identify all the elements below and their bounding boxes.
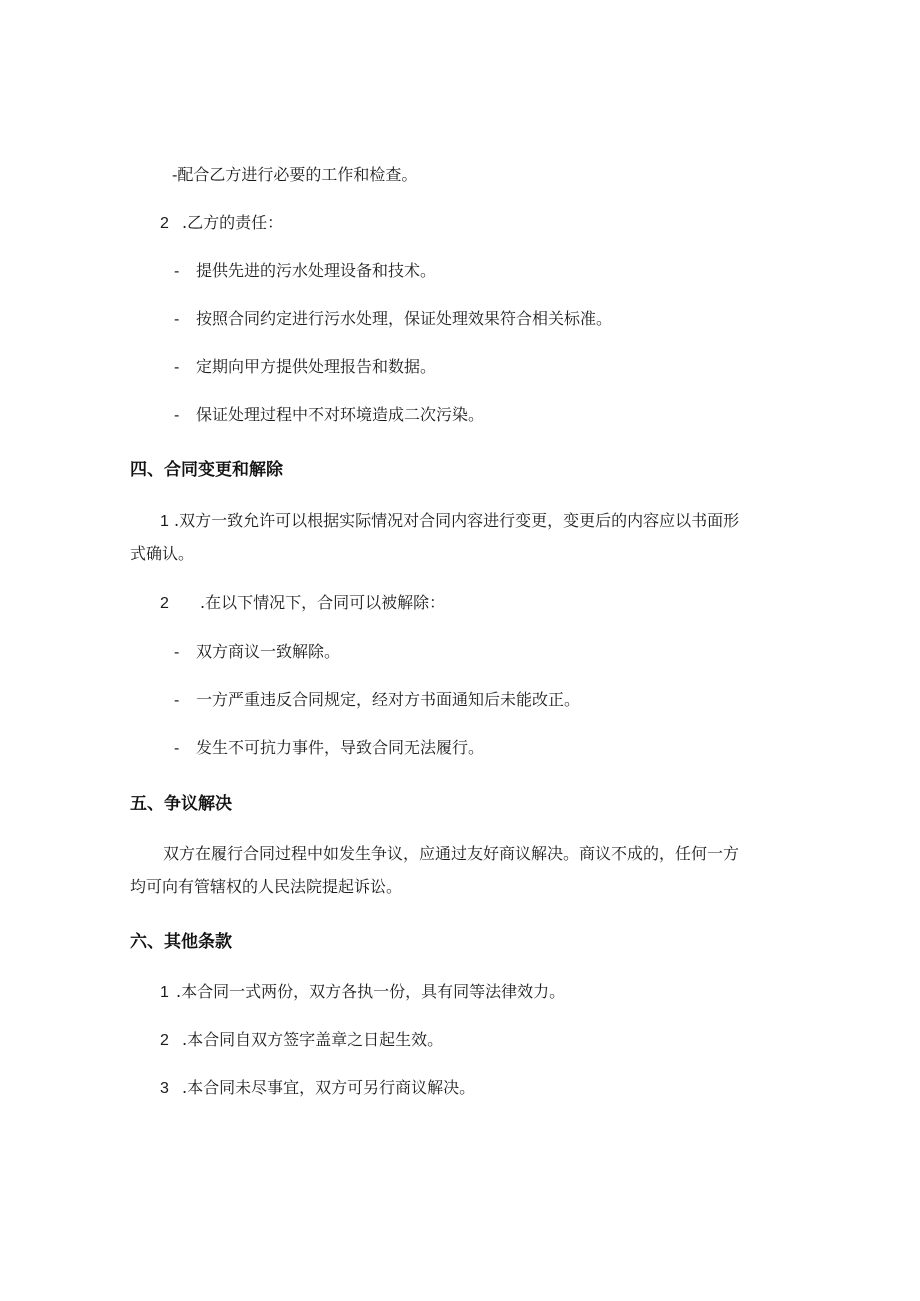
duty-continuation-line [172, 164, 417, 186]
dash-marker: - [174, 692, 180, 709]
duty-text: -配合乙方进行必要的工作和检查。 [172, 165, 418, 184]
bullet-text: 一方严重违反合同规定，经对方书面通知后未能改正。 [196, 690, 581, 709]
bullet-item [174, 308, 612, 331]
bullet-item [174, 260, 436, 283]
list-number: 2 [160, 215, 169, 232]
list-item-continuation: 式确认。 [130, 544, 195, 563]
list-item [160, 1029, 443, 1052]
section-heading: 四、合同变更和解除 [130, 460, 283, 480]
bullet-item [174, 404, 484, 427]
list-item [160, 981, 565, 1004]
dash-marker: - [174, 407, 180, 424]
bullet-text: 定期向甲方提供处理报告和数据。 [196, 357, 437, 376]
list-number: 2 [160, 595, 169, 612]
list-item-text: .双方一致允许可以根据实际情况对合同内容进行变更，变更后的内容应以书面形 [174, 511, 740, 530]
dash-marker: - [174, 740, 180, 757]
section-heading: 五、争议解决 [130, 794, 232, 814]
bullet-text: 按照合同约定进行污水处理，保证处理效果符合相关标准。 [196, 309, 613, 328]
list-number: 1 [160, 513, 169, 530]
bullet-text: 保证处理过程中不对环境造成二次污染。 [196, 405, 485, 424]
paragraph-line: 均可向有管辖权的人民法院提起诉讼。 [130, 877, 403, 896]
section-heading: 六、其他条款 [130, 932, 232, 952]
list-item [160, 1077, 475, 1100]
list-item-contract-change [160, 510, 739, 533]
dash-marker: - [174, 644, 180, 661]
bullet-item [174, 737, 484, 760]
list-item-text: .本合同自双方签字盖章之日起生效。 [182, 1030, 444, 1049]
bullet-text: 双方商议一致解除。 [196, 642, 341, 661]
dash-marker: - [174, 359, 180, 376]
list-number: 3 [160, 1080, 169, 1097]
list-item-text: .在以下情况下，合同可以被解除： [200, 593, 446, 612]
bullet-item [174, 689, 580, 712]
dash-marker: - [174, 263, 180, 280]
list-item-text: .乙方的责任： [182, 213, 284, 232]
list-item-termination [160, 592, 445, 615]
paragraph-line: 双方在履行合同过程中如发生争议，应通过友好商议解决。商议不成的，任何一方 [163, 844, 740, 863]
bullet-text: 提供先进的污水处理设备和技术。 [196, 261, 437, 280]
list-item-text: .本合同一式两份，双方各执一份，具有同等法律效力。 [176, 982, 566, 1001]
list-number: 1 [160, 984, 169, 1001]
list-item-party-b-duties [160, 212, 283, 235]
dash-marker: - [174, 311, 180, 328]
bullet-text: 发生不可抗力事件，导致合同无法履行。 [196, 738, 485, 757]
list-item-text: .本合同未尽事宜，双方可另行商议解决。 [182, 1078, 476, 1097]
bullet-item [174, 641, 340, 664]
list-number: 2 [160, 1032, 169, 1049]
bullet-item [174, 356, 436, 379]
